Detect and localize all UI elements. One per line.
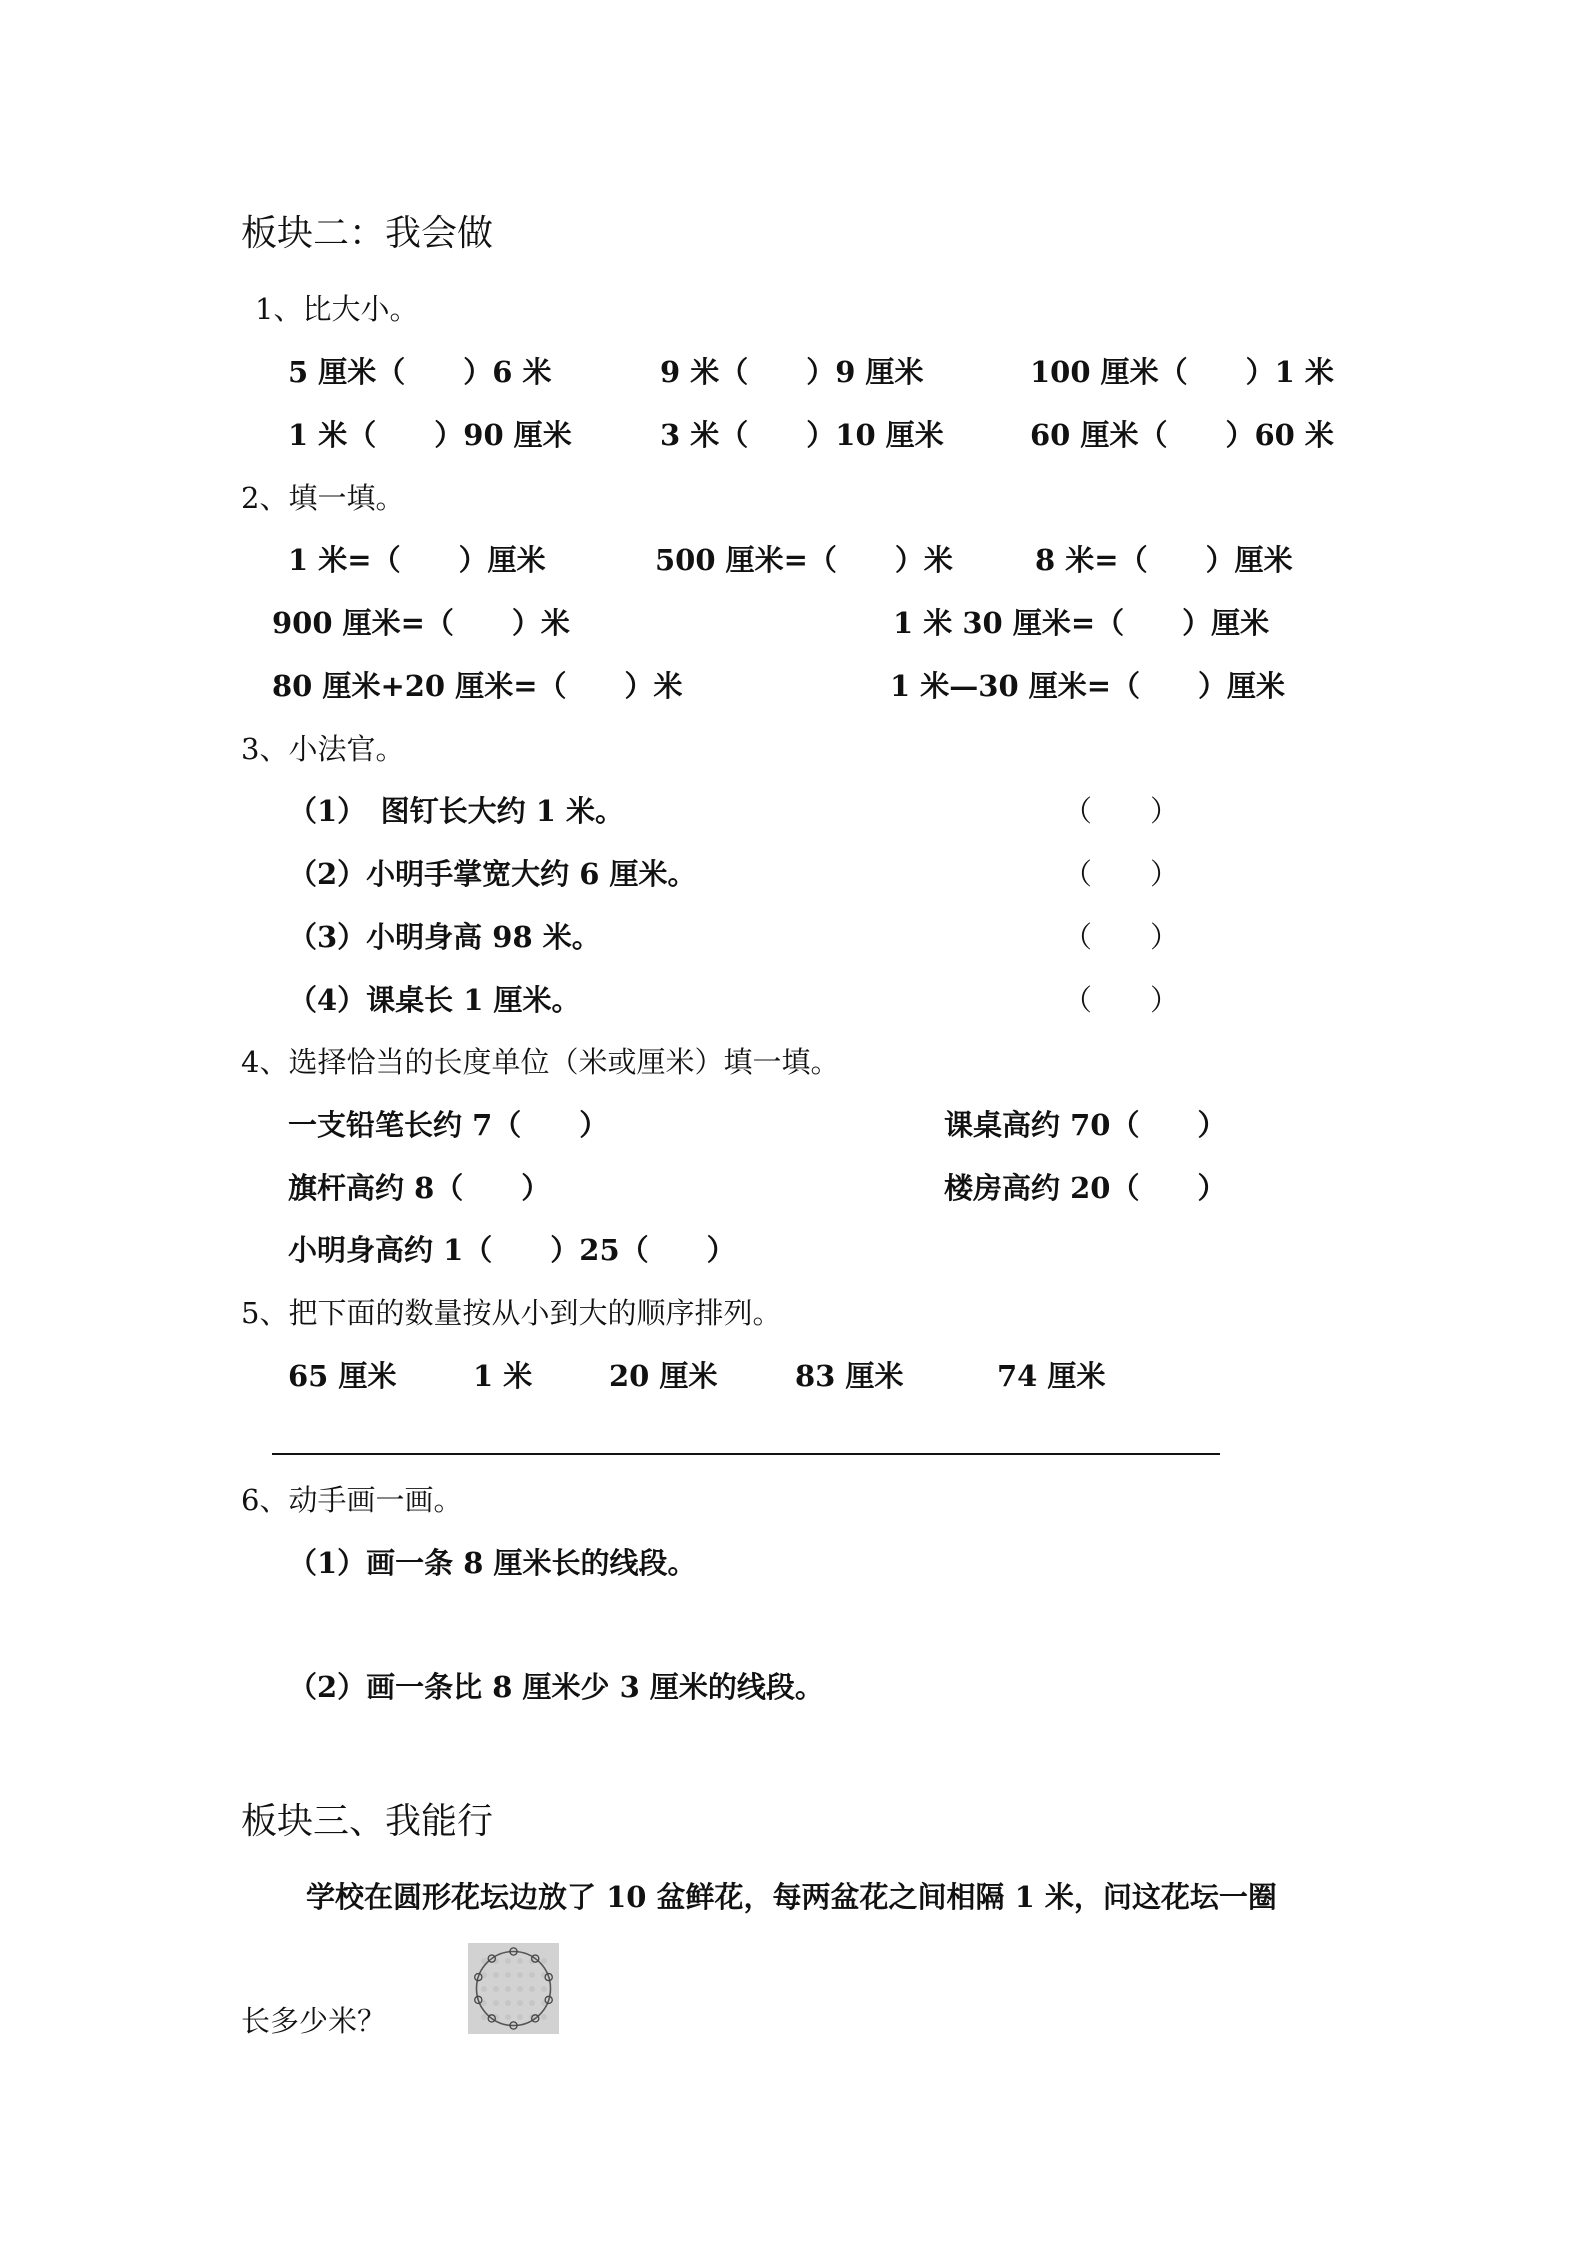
- q2-item: 80 厘米+20 厘米=（ ）米: [272, 669, 683, 703]
- q4-title: 4、选择恰当的长度单位（米或厘米）填一填。: [241, 1045, 840, 1079]
- q1-item: 5 厘米（ ）6 米: [288, 355, 552, 389]
- q3-answer-box: （ ）: [1063, 920, 1180, 954]
- q3-statement: （4）课桌长 1 厘米。: [288, 983, 581, 1017]
- flower-bed-image: [468, 1943, 559, 2034]
- q2-item: 500 厘米=（ ）米: [655, 543, 953, 577]
- q5-quantity: 1 米: [473, 1359, 533, 1393]
- q3-statement: （2）小明手掌宽大约 6 厘米。: [288, 857, 697, 891]
- q6-task: （1）画一条 8 厘米长的线段。: [288, 1546, 697, 1580]
- q2-item: 1 米=（ ）厘米: [288, 543, 546, 577]
- q3-statement: （1） 图钉长大约 1 米。: [288, 794, 625, 828]
- q5-title: 5、把下面的数量按从小到大的顺序排列。: [241, 1296, 782, 1330]
- q4-item: 课桌高约 70（ ）: [944, 1108, 1227, 1142]
- q1-item: 100 厘米（ ）1 米: [1030, 355, 1334, 389]
- q5-quantity: 83 厘米: [795, 1359, 904, 1393]
- problem-text: 学校在圆形花坛边放了 10 盆鲜花，每两盆花之间相隔 1 米，问这花坛一圈: [306, 1880, 1277, 1914]
- q5-quantity: 20 厘米: [609, 1359, 718, 1393]
- q1-item: 1 米（ ）90 厘米: [288, 418, 572, 452]
- q1-title: 1、比大小。: [255, 292, 419, 326]
- q3-answer-box: （ ）: [1063, 983, 1180, 1017]
- section-3-title: 板块三、我能行: [241, 1801, 494, 1842]
- q3-statement: （3）小明身高 98 米。: [288, 920, 601, 954]
- q1-item: 9 米（ ）9 厘米: [660, 355, 924, 389]
- answer-line: [272, 1453, 1220, 1455]
- problem-question: 长多少米？: [241, 2004, 387, 2038]
- q6-title: 6、动手画一画。: [241, 1483, 463, 1517]
- q2-title: 2、填一填。: [241, 481, 405, 515]
- q2-item: 8 米=（ ）厘米: [1035, 543, 1293, 577]
- q4-item: 旗杆高约 8（ ）: [288, 1171, 551, 1205]
- q3-answer-box: （ ）: [1063, 857, 1180, 891]
- flower-bed-diagram: [468, 1943, 559, 2034]
- q1-item: 60 厘米（ ）60 米: [1030, 418, 1334, 452]
- section-2-title: 板块二：我会做: [241, 213, 494, 254]
- q2-item: 900 厘米=（ ）米: [272, 606, 570, 640]
- q3-title: 3、小法官。: [241, 732, 405, 766]
- q5-quantity: 74 厘米: [997, 1359, 1106, 1393]
- q3-answer-box: （ ）: [1063, 794, 1180, 828]
- q5-quantity: 65 厘米: [288, 1359, 397, 1393]
- q4-item: 楼房高约 20（ ）: [944, 1171, 1227, 1205]
- q6-task: （2）画一条比 8 厘米少 3 厘米的线段。: [288, 1670, 824, 1704]
- q4-item: 小明身高约 1（ ）25（ ）: [288, 1233, 736, 1267]
- q2-item: 1 米 30 厘米=（ ）厘米: [893, 606, 1270, 640]
- q1-item: 3 米（ ）10 厘米: [660, 418, 944, 452]
- q2-item: 1 米—30 厘米=（ ）厘米: [890, 669, 1286, 703]
- q4-item: 一支铅笔长约 7（ ）: [288, 1108, 609, 1142]
